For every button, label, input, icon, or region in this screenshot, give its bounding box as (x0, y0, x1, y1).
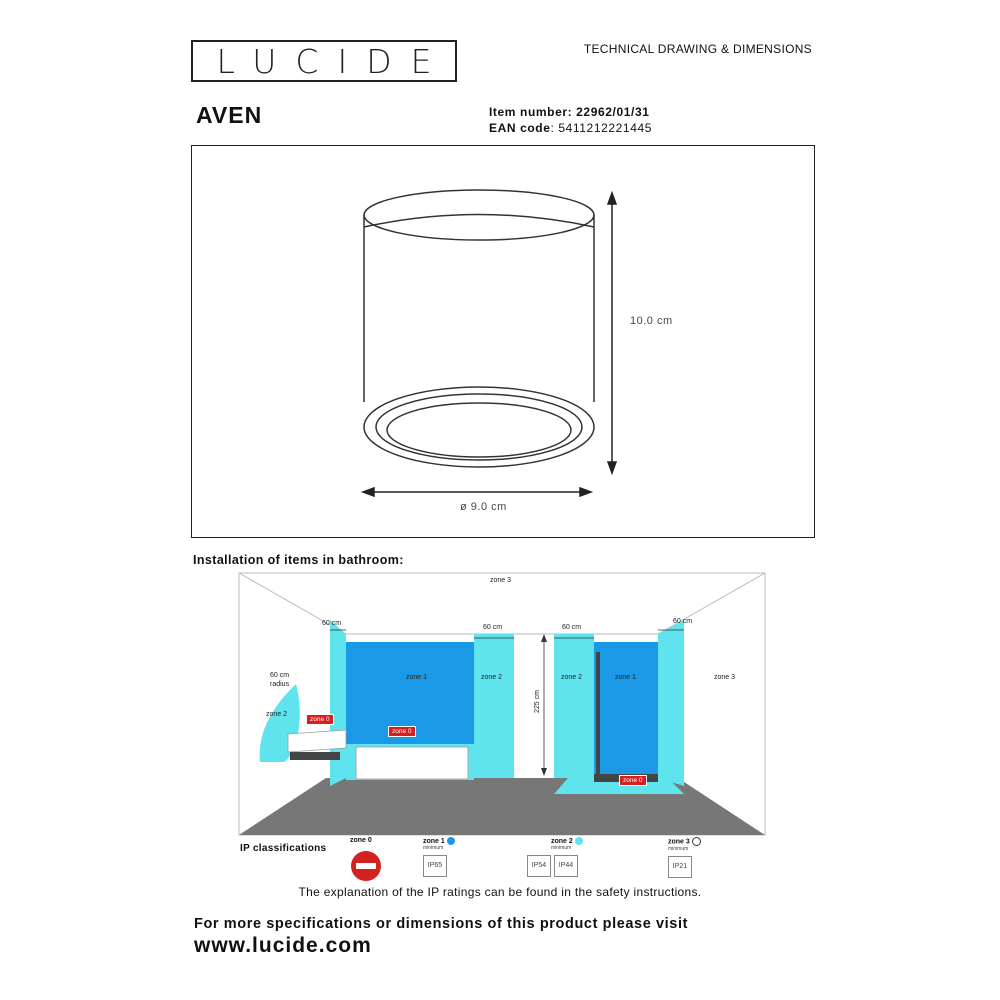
label-radius-a: 60 cm (270, 672, 290, 679)
ip-classifications-title: IP classifications (240, 843, 327, 854)
brand-logo (191, 40, 457, 82)
label-zone1-left: zone 1 (406, 674, 428, 681)
zone2-right-wall (658, 620, 684, 786)
ip-zone2-name: zone 2 (551, 837, 573, 845)
zone1-shower (594, 642, 658, 778)
zone2-band-left (474, 634, 514, 778)
ip-code-ip44: IP44 (554, 855, 578, 877)
zone0-tag-bath: zone 0 (388, 726, 416, 737)
floor (239, 778, 765, 835)
zone2-left-wall (330, 620, 346, 786)
ip-zone2-minimum: minimum (551, 845, 572, 851)
ean-label: EAN code (489, 121, 551, 135)
zone1-color-dot-icon (447, 837, 455, 845)
label-zone3-top: zone 3 (490, 577, 512, 584)
ip-zone2 (531, 837, 583, 877)
label-60cm-left: 60 cm (322, 620, 342, 627)
bathtub (356, 747, 468, 779)
cylinder-outline (364, 190, 594, 467)
label-zone2-sink: zone 2 (266, 711, 288, 718)
footer-website-link[interactable]: www.lucide.com (194, 934, 372, 957)
label-60cm-right: 60 cm (673, 618, 693, 625)
ip-code-ip21: IP21 (668, 856, 692, 878)
ip-zone3-minimum: minimum (668, 846, 689, 852)
zone3-color-dot-icon (692, 837, 701, 846)
zone2-band-right (554, 634, 594, 778)
product-name: AVEN (196, 102, 263, 128)
footer-text: For more specifications or dimensions of this product please visit (194, 916, 689, 932)
ip-zone0 (350, 837, 382, 884)
zone0-tag-sink: zone 0 (306, 714, 334, 725)
label-zone2-right: zone 2 (561, 674, 583, 681)
no-entry-icon (350, 850, 382, 882)
label-zone1-right: zone 1 (615, 674, 637, 681)
bathroom-section-title: Installation of items in bathroom: (193, 553, 404, 567)
ip-zone1 (423, 837, 455, 877)
ip-zone1-name: zone 1 (423, 837, 445, 845)
zone0-tag-shower: zone 0 (619, 775, 647, 786)
cylinder-lens (387, 403, 571, 457)
item-number-value: 22962/01/31 (576, 105, 650, 119)
technical-drawing (191, 145, 815, 538)
label-60cm-mid-right: 60 cm (562, 624, 582, 631)
label-zone3-right: zone 3 (714, 674, 736, 681)
ip-zone0-name: zone 0 (350, 837, 372, 844)
height-dimension-label: 10.0 cm (630, 315, 673, 327)
ip-code-ip54: IP54 (527, 855, 551, 877)
label-60cm-mid-left: 60 cm (483, 624, 503, 631)
height-dimension-line (608, 193, 616, 473)
label-zone2-left: zone 2 (481, 674, 503, 681)
bathroom-diagram-svg (238, 572, 766, 837)
ip-explanation-note: The explanation of the IP ratings can be found in the safety instructions. (298, 885, 702, 899)
diameter-dimension-label: ø 9.0 cm (460, 501, 507, 513)
product-drawing-svg (192, 146, 816, 539)
product-identifiers (489, 104, 652, 136)
cylinder-bottom-ring-outer (364, 387, 594, 467)
brand-logo-text: LUCIDE (216, 41, 451, 81)
ean-value: : 5411212221445 (550, 121, 653, 135)
document-title: TECHNICAL DRAWING & DIMENSIONS (583, 42, 812, 56)
diameter-dimension-line (363, 488, 591, 496)
label-radius-b: radius (270, 681, 290, 688)
washbasin (288, 730, 346, 752)
bathroom-zone-diagram (238, 572, 766, 837)
zone2-color-dot-icon (575, 837, 583, 845)
ip-zone3 (668, 837, 701, 878)
ip-code-ip65: IP65 (423, 855, 447, 877)
item-number-label: Item number: (489, 105, 573, 119)
ip-zone3-name: zone 3 (668, 838, 690, 846)
ip-zone1-minimum: minimum (423, 845, 444, 851)
label-225cm: 225 cm (533, 690, 541, 713)
